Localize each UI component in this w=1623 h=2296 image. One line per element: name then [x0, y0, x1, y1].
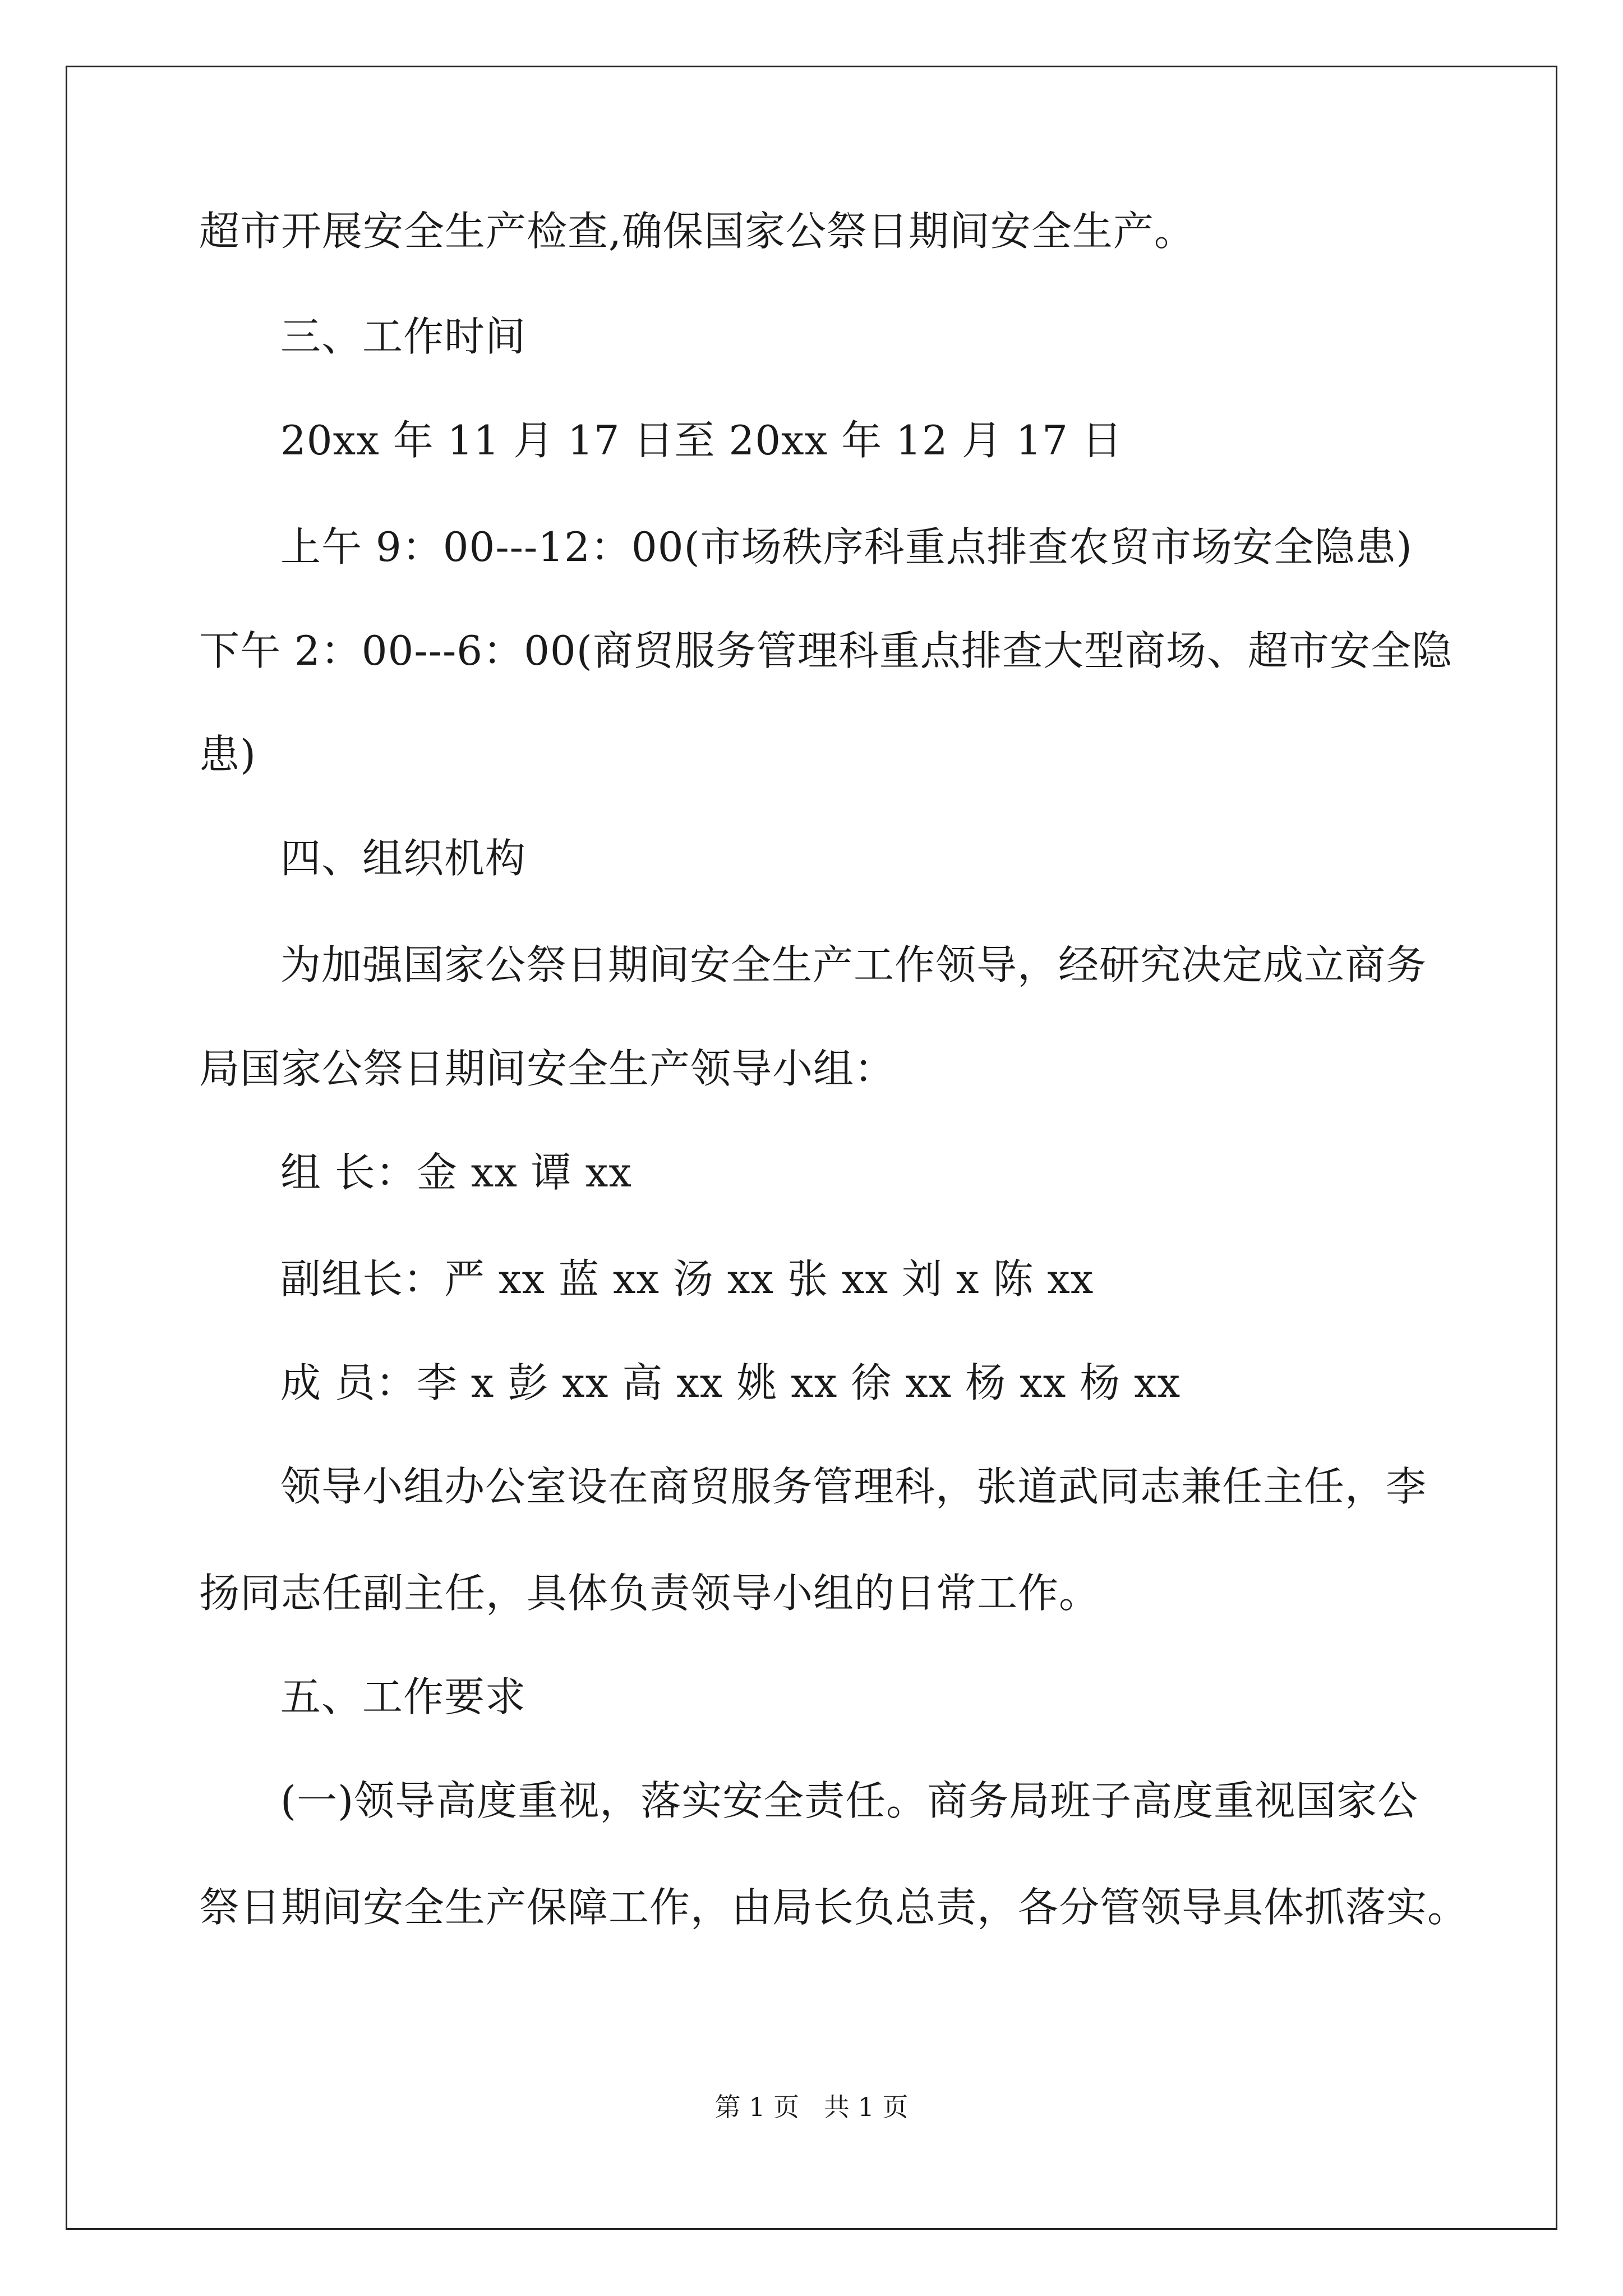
body-line-office-2: 扬同志任副主任，具体负责领导小组的日常工作。 [199, 1570, 1100, 1617]
body-line-deputy-leader: 副组长：严 xx 蓝 xx 汤 xx 张 xx 刘 x 陈 xx [280, 1255, 1094, 1303]
body-line-org-2: 局国家公祭日期间安全生产领导小组： [199, 1045, 896, 1092]
body-line-org-1: 为加强国家公祭日期间安全生产工作领导，经研究决定成立商务 [280, 941, 1427, 988]
body-line-date-range: 20xx 年 11 月 17 日至 20xx 年 12 月 17 日 [280, 417, 1123, 464]
page-footer: 第 1 页 共 1 页 [714, 2092, 909, 2122]
body-line-morning: 上午 9：00---12：00(市场秩序科重点排查农贸市场安全隐患) [280, 523, 1413, 570]
body-line-requirement-1: (一)领导高度重视，落实安全责任。商务局班子高度重视国家公 [280, 1777, 1419, 1824]
body-line-afternoon: 下午 2：00---6：00(商贸服务管理科重点排查大型商场、超市安全隐 [199, 627, 1453, 674]
body-line-afternoon-cont: 患) [199, 731, 257, 778]
section-heading-work-time: 三、工作时间 [280, 313, 527, 360]
body-line-leader: 组 长：金 xx 谭 xx [280, 1149, 632, 1196]
body-line-requirement-2: 祭日期间安全生产保障工作，由局长负总责，各分管领导具体抓落实。 [199, 1884, 1469, 1931]
body-line-members: 成 员：李 x 彭 xx 高 xx 姚 xx 徐 xx 杨 xx 杨 xx [280, 1359, 1181, 1406]
body-line-1: 超市开展安全生产检查,确保国家公祭日期间安全生产。 [199, 208, 1195, 255]
section-heading-requirements: 五、工作要求 [280, 1673, 527, 1720]
section-heading-organization: 四、组织机构 [280, 835, 527, 882]
body-line-office-1: 领导小组办公室设在商贸服务管理科，张道武同志兼任主任，李 [280, 1463, 1427, 1510]
